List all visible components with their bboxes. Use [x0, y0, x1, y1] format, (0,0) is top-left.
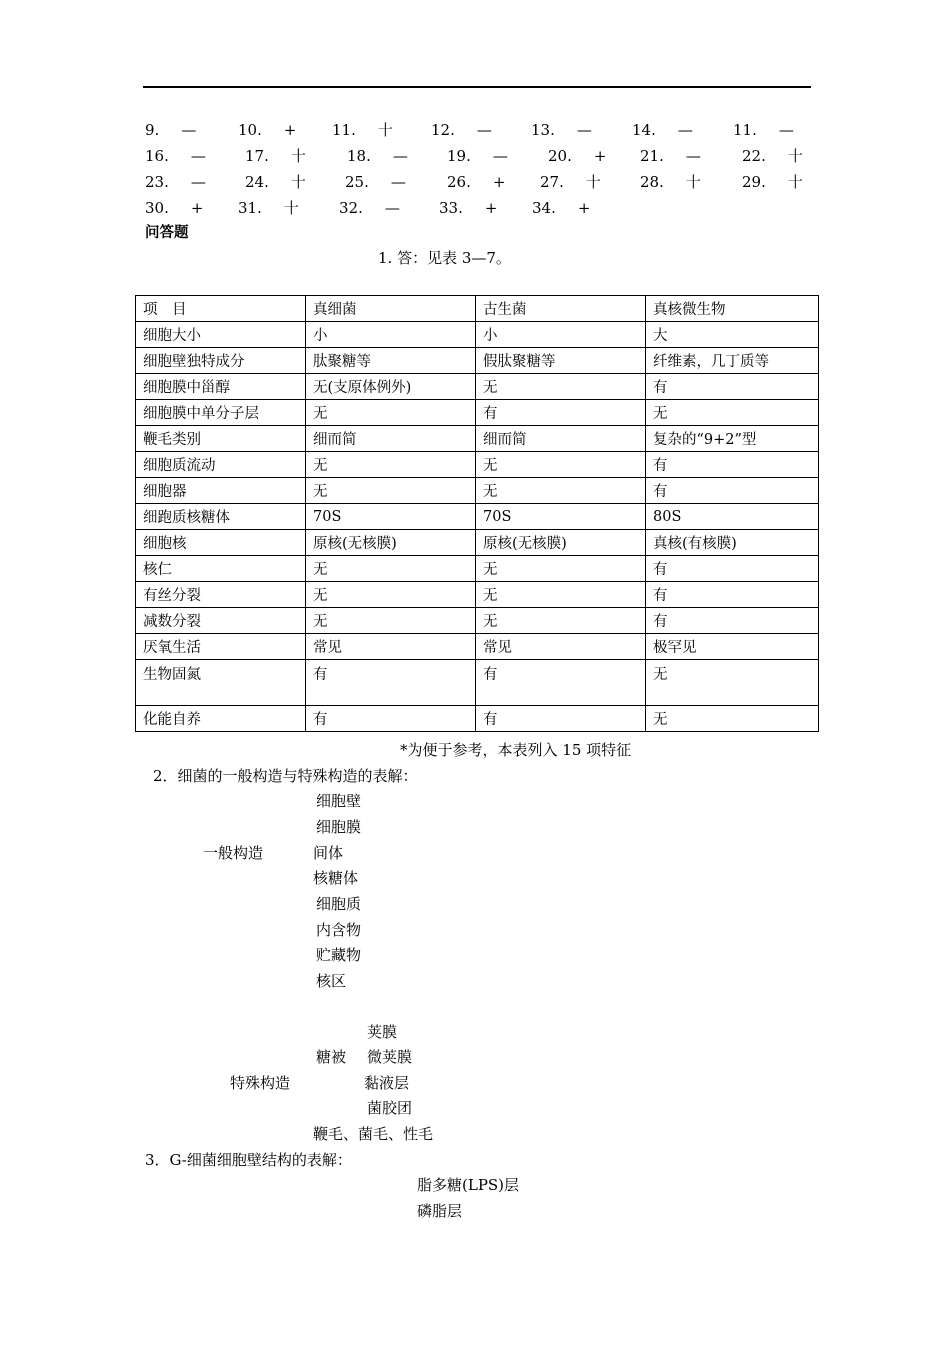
- table-cell: 原核(无核膜): [476, 530, 646, 556]
- table-cell: 无: [306, 400, 476, 426]
- q1-line: 1. 答：见表 3—7。: [378, 249, 511, 267]
- section-title: 问答题: [145, 225, 189, 241]
- answer-item: 28. 十: [640, 173, 701, 191]
- table-row: [136, 530, 819, 556]
- header-rule: [143, 86, 811, 88]
- general-item: 细胞壁: [316, 792, 362, 810]
- table-cell: 真核(有核膜): [646, 530, 819, 556]
- general-item: 内含物: [316, 921, 362, 939]
- table-cell: 无: [476, 478, 646, 504]
- table-cell: 减数分裂: [136, 608, 306, 634]
- table-row: [136, 634, 819, 660]
- table-cell: 有: [646, 452, 819, 478]
- table-cell: 常见: [476, 634, 646, 660]
- table-cell: 核仁: [136, 556, 306, 582]
- answer-item: 29. 十: [742, 173, 803, 191]
- cell-wall-item: 磷脂层: [417, 1202, 463, 1220]
- table-cell: 70S: [306, 504, 476, 530]
- answer-item: 18. —: [347, 147, 408, 165]
- table-cell: 细胞器: [136, 478, 306, 504]
- table-cell: 无: [476, 582, 646, 608]
- comparison-table: [135, 295, 819, 732]
- table-cell: 细胞膜中甾醇: [136, 374, 306, 400]
- table-cell: 无: [306, 452, 476, 478]
- answer-item: 10. +: [238, 121, 297, 139]
- table-row: [136, 608, 819, 634]
- answer-item: 12. —: [431, 121, 492, 139]
- answer-item: 11. 十: [332, 121, 393, 139]
- table-row: [136, 660, 819, 706]
- cell-wall-item: 脂多糖(LPS)层: [417, 1176, 520, 1194]
- answer-row-3: [145, 171, 815, 193]
- table-cell: 极罕见: [646, 634, 819, 660]
- special-structure-label: 特殊构造: [230, 1074, 291, 1092]
- answer-item: 20. +: [548, 147, 607, 165]
- general-item: 核区: [316, 972, 347, 990]
- answer-item: 19. —: [447, 147, 508, 165]
- table-cell: 无: [306, 582, 476, 608]
- answer-item: 34. +: [532, 199, 591, 217]
- table-cell: 80S: [646, 504, 819, 530]
- table-cell: 化能自养: [136, 706, 306, 732]
- answer-item: 30. +: [145, 199, 204, 217]
- table-cell: 有: [476, 660, 646, 706]
- table-header-cell: 真核微生物: [646, 296, 819, 322]
- table-cell: 小: [476, 322, 646, 348]
- table-cell: 无: [646, 706, 819, 732]
- appendages-line: 鞭毛、菌毛、性毛: [313, 1125, 434, 1143]
- table-cell: 大: [646, 322, 819, 348]
- answer-row-1: [145, 119, 815, 141]
- table-cell: 厌氧生活: [136, 634, 306, 660]
- general-item: 间体: [313, 844, 344, 862]
- table-cell: 细胞大小: [136, 322, 306, 348]
- table-cell: 有: [476, 706, 646, 732]
- table-cell: 有: [476, 400, 646, 426]
- glycocalyx-item: 菌胶团: [367, 1099, 413, 1117]
- table-row: [136, 582, 819, 608]
- table-header-row: [136, 296, 819, 322]
- table-row: [136, 504, 819, 530]
- table-cell: 细而简: [306, 426, 476, 452]
- table-cell: 细而简: [476, 426, 646, 452]
- general-item: 核糖体: [313, 869, 359, 887]
- table-cell: 细胞核: [136, 530, 306, 556]
- table-row: [136, 556, 819, 582]
- answer-item: 25. —: [345, 173, 406, 191]
- glycocalyx-item: 微荚膜: [367, 1048, 413, 1066]
- answer-item: 23. —: [145, 173, 206, 191]
- table-note: *为便于参考，本表列入 15 项特征: [400, 741, 632, 759]
- table-cell: 有: [306, 660, 476, 706]
- table-cell: 无: [306, 608, 476, 634]
- table-cell: 无: [476, 374, 646, 400]
- table-cell: 无: [646, 400, 819, 426]
- table-row: [136, 478, 819, 504]
- table-cell: 有: [646, 478, 819, 504]
- table-cell: 鞭毛类别: [136, 426, 306, 452]
- table-cell: 细胞质流动: [136, 452, 306, 478]
- table-row: [136, 452, 819, 478]
- answer-item: 21. —: [640, 147, 701, 165]
- table-row: [136, 374, 819, 400]
- answer-item: 16. —: [145, 147, 206, 165]
- table-cell: 细跑质核糖体: [136, 504, 306, 530]
- table-row: [136, 426, 819, 452]
- table-cell: 无: [476, 452, 646, 478]
- table-cell: 有: [646, 556, 819, 582]
- table-cell: 小: [306, 322, 476, 348]
- answer-item: 33. +: [439, 199, 498, 217]
- table-cell: 无(支原体例外): [306, 374, 476, 400]
- answer-item: 13. —: [531, 121, 592, 139]
- glycocalyx-label: 糖被: [316, 1048, 347, 1066]
- table-cell: 有: [646, 374, 819, 400]
- table-row: [136, 706, 819, 732]
- table-cell: 无: [476, 556, 646, 582]
- general-item: 贮藏物: [316, 946, 362, 964]
- answer-item: 32. —: [339, 199, 400, 217]
- table-cell: 生物固氮: [136, 660, 306, 706]
- table-cell: 常见: [306, 634, 476, 660]
- table-row: [136, 400, 819, 426]
- glycocalyx-item: 荚膜: [367, 1023, 398, 1041]
- table-row: [136, 348, 819, 374]
- general-structure-label: 一般构造: [203, 844, 264, 862]
- table-cell: 细胞膜中单分子层: [136, 400, 306, 426]
- table-cell: 有: [306, 706, 476, 732]
- table-cell: 无: [306, 556, 476, 582]
- answer-item: 26. +: [447, 173, 506, 191]
- table-cell: 无: [476, 608, 646, 634]
- q2-title: 2．细菌的一般构造与特殊构造的表解：: [153, 767, 418, 785]
- answer-item: 27. 十: [540, 173, 601, 191]
- table-cell: 假肽聚糖等: [476, 348, 646, 374]
- general-item: 细胞膜: [316, 818, 362, 836]
- table-header-cell: 古生菌: [476, 296, 646, 322]
- answer-item: 24. 十: [245, 173, 306, 191]
- table-cell: 复杂的“9+2”型: [646, 426, 819, 452]
- answer-row-4: [145, 197, 815, 219]
- glycocalyx-item: 黏液层: [364, 1074, 410, 1092]
- answer-item: 11. —: [733, 121, 794, 139]
- q3-title: 3．G-细菌细胞壁结构的表解：: [145, 1151, 352, 1169]
- answer-item: 17. 十: [245, 147, 306, 165]
- answer-item: 9. —: [145, 121, 197, 139]
- table-header-cell: 真细菌: [306, 296, 476, 322]
- table-cell: 无: [306, 478, 476, 504]
- table-row: [136, 322, 819, 348]
- answer-item: 31. 十: [238, 199, 299, 217]
- table-cell: 无: [646, 660, 819, 706]
- answer-item: 22. 十: [742, 147, 803, 165]
- table-cell: 原核(无核膜): [306, 530, 476, 556]
- table-header-cell: 项 目: [136, 296, 306, 322]
- table-cell: 有: [646, 608, 819, 634]
- table-cell: 细胞壁独特成分: [136, 348, 306, 374]
- table-cell: 有: [646, 582, 819, 608]
- table-cell: 肽聚糖等: [306, 348, 476, 374]
- table-cell: 70S: [476, 504, 646, 530]
- table-cell: 有丝分裂: [136, 582, 306, 608]
- answer-row-2: [145, 145, 815, 167]
- general-item: 细胞质: [316, 895, 362, 913]
- answer-item: 14. —: [632, 121, 693, 139]
- table-cell: 纤维素，几丁质等: [646, 348, 819, 374]
